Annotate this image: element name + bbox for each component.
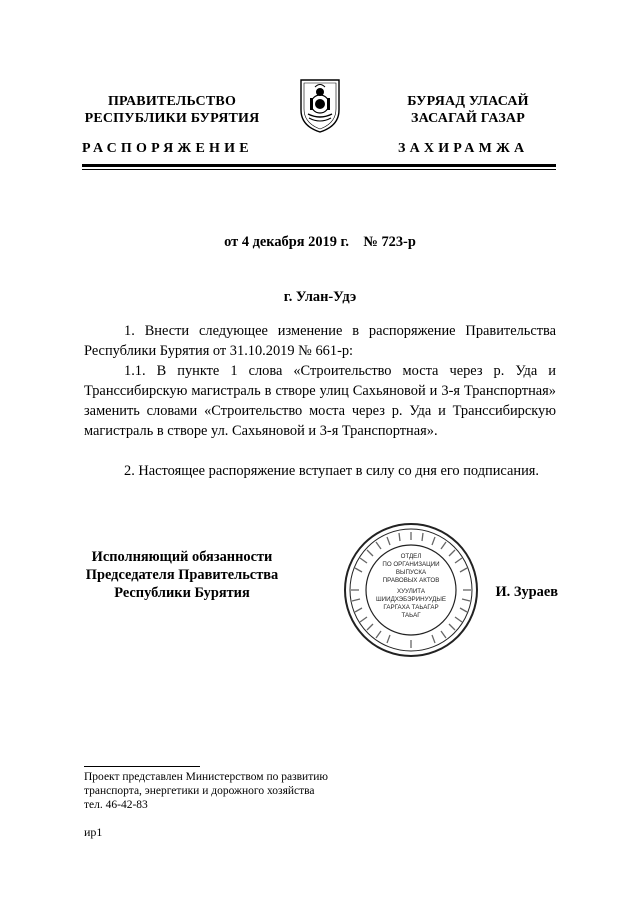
signatory-title-line3: Республики Бурятия: [114, 585, 250, 601]
official-stamp: [343, 522, 479, 658]
coat-of-arms-emblem: [299, 78, 341, 134]
header-rule-thick: [82, 164, 556, 167]
date-number: от 4 декабря 2019 г. № 723-р: [224, 234, 416, 250]
document-body: [84, 321, 556, 481]
doc-type-left: РАСПОРЯЖЕНИЕ: [82, 141, 253, 156]
footnote-line2: транспорта, энергетики и дорожного хозяйства: [84, 785, 315, 797]
org-name-right-line2: ЗАСАГАЙ ГАЗАР: [410, 111, 525, 126]
paragraph-1: 1. Внести следующее изменение в распоряжение Правительства Республики Бурятия от 31.10.2019 № 661-р:: [84, 323, 556, 359]
paragraph-2: 2. Настоящее распоряжение вступает в силу со дня его подписания.: [124, 463, 539, 479]
footnote-line3: тел. 46-42-83: [84, 799, 148, 811]
stamp-inner-line3: ВЫПУСКА: [395, 569, 427, 576]
stamp-inner-line6: ШИИДХЭБЭРИНУУДЫЕ: [376, 596, 446, 603]
org-name-left-line2: РЕСПУБЛИКИ БУРЯТИЯ: [84, 111, 260, 126]
footnote-rule: [84, 766, 200, 767]
stamp-inner-line5: ХУУЛИТА: [397, 588, 425, 595]
org-name-right: [378, 93, 558, 127]
stamp-inner-line8: ТАЬАГ: [401, 612, 421, 619]
org-name-left: [82, 93, 262, 127]
header-rule-thin: [82, 169, 556, 170]
stamp-inner-line7: ГАРГАХА ТАЬАГАР: [383, 604, 439, 611]
city: г. Улан-Удэ: [283, 289, 357, 305]
operator-initials: ир1: [84, 825, 103, 839]
footnote: [84, 770, 384, 812]
stamp-inner-line4: ПРАВОВЫХ АКТОВ: [382, 577, 440, 584]
org-name-right-line1: БУРЯАД УЛАСАЙ: [407, 94, 529, 109]
org-name-left-line1: ПРАВИТЕЛЬСТВО: [107, 94, 237, 109]
stamp-inner-line2: ПО ОРГАНИЗАЦИИ: [382, 561, 440, 568]
signatory-title-line1: Исполняющий обязанности: [91, 549, 273, 565]
signatory-title-line2: Председателя Правительства: [85, 567, 279, 583]
stamp-inner-line1: ОТДЕЛ: [400, 553, 422, 560]
doc-type-right: ЗАХИРАМЖА: [398, 141, 529, 156]
signatory-title: [82, 548, 282, 602]
signatory-name: И. Зураев: [495, 584, 558, 600]
paragraph-1-1: 1.1. В пункте 1 слова «Строительство моста через р. Уда и Транссибирскую магистраль в створе улиц Сахьяновой и 3-я Транспортная» заменить словами «Строительство моста через р. Уда и Транссибирскую магистраль в створе ул. Сахьяновой и 3-я Транспортная».: [84, 363, 556, 439]
footnote-line1: Проект представлен Министерством по развитию: [84, 771, 328, 783]
